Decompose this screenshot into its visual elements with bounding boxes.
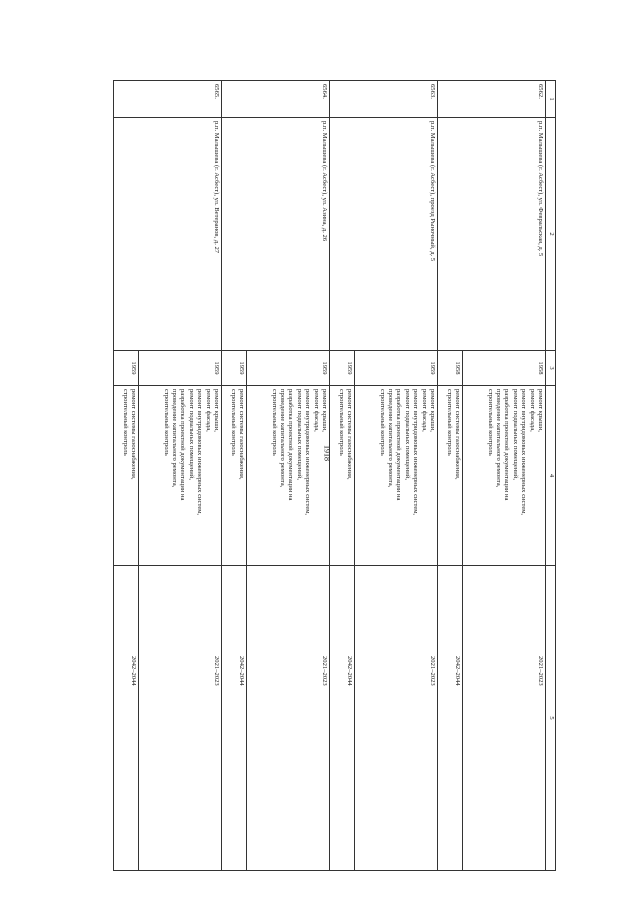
- entry-period: 2042–2044: [222, 566, 247, 871]
- work-item: ремонт подвальных помещений,: [187, 389, 195, 480]
- entry-works-list: [114, 386, 139, 566]
- entry-build-year: 1959: [139, 351, 222, 386]
- entry-build-year: 1959: [330, 351, 355, 386]
- work-item: строительный контроль: [486, 389, 494, 456]
- work-item: строительный контроль: [121, 389, 129, 456]
- work-item: строительный контроль: [337, 389, 345, 456]
- entry-period: 2021–2023: [247, 566, 330, 871]
- header-col-4: 4: [546, 386, 556, 566]
- entry-build-year: 1959: [247, 351, 330, 386]
- work-item: разработка проектной документации на: [503, 389, 511, 501]
- work-item: ремонт системы газоснабжения,: [454, 389, 461, 480]
- work-item: ремонт системы газоснабжения,: [130, 389, 137, 480]
- entry-number: 6564.: [222, 81, 330, 118]
- work-item: ремонт фасада,: [312, 389, 320, 432]
- header-col-3: 3: [546, 351, 556, 386]
- entry-period: 2021–2023: [463, 566, 546, 871]
- work-item: ремонт подвальных помещений,: [403, 389, 411, 480]
- work-item: ремонт крыши,: [213, 389, 220, 432]
- entry-address: р.п. Малышева (г. Асбест), ул. Ветеранов, д. 27: [114, 118, 222, 351]
- entry-works-list: [355, 386, 438, 566]
- work-item: ремонт крыши,: [429, 389, 436, 432]
- entry-address: р.п. Малышева (г. Асбест), ул. Азина, д. 26: [222, 118, 330, 351]
- table-row: [355, 81, 438, 871]
- repair-schedule-table: [113, 80, 556, 871]
- table-row: [247, 81, 330, 871]
- work-item: ремонт системы газоснабжения,: [238, 389, 245, 480]
- table-header-row: [546, 81, 556, 871]
- work-item: строительный контроль: [445, 389, 453, 456]
- entry-build-year: 1959: [222, 351, 247, 386]
- work-item: ремонт фасада,: [420, 389, 428, 432]
- table-row: [139, 81, 222, 871]
- entry-number: 6563.: [330, 81, 438, 118]
- table-body: [114, 81, 546, 871]
- entry-address: р.п. Малышева (г. Асбест), проезд Рыночный, д. 5: [330, 118, 438, 351]
- entry-period: 2042–2044: [114, 566, 139, 871]
- work-item: ремонт внутридомовых инженерных систем,: [304, 389, 312, 516]
- work-item: ремонт крыши,: [537, 389, 544, 432]
- header-col-2: 2: [546, 118, 556, 351]
- work-item: проведение капитального ремонта,: [494, 389, 502, 488]
- page-number: 1918: [322, 445, 332, 461]
- entry-period: 2042–2044: [330, 566, 355, 871]
- rotated-table-wrapper: [85, 80, 556, 845]
- work-item: разработка проектной документации на: [395, 389, 403, 501]
- work-item: разработка проектной документации на: [179, 389, 187, 501]
- work-item: строительный контроль: [378, 389, 386, 456]
- entry-works-list: [330, 386, 355, 566]
- entry-works-list: [463, 386, 546, 566]
- work-item: ремонт фасада,: [204, 389, 212, 432]
- work-item: ремонт внутридомовых инженерных систем,: [520, 389, 528, 516]
- work-item: ремонт внутридомовых инженерных систем,: [412, 389, 420, 516]
- work-item: ремонт фасада,: [528, 389, 536, 432]
- table-row: [463, 81, 546, 871]
- entry-works-list: [222, 386, 247, 566]
- work-item: проведение капитального ремонта,: [278, 389, 286, 488]
- entry-period: 2021–2023: [139, 566, 222, 871]
- header-col-1: 1: [546, 81, 556, 118]
- work-item: строительный контроль: [270, 389, 278, 456]
- work-item: проведение капитального ремонта,: [170, 389, 178, 488]
- entry-build-year: 1959: [355, 351, 438, 386]
- entry-number: 6562.: [438, 81, 546, 118]
- work-item: строительный контроль: [162, 389, 170, 456]
- work-item: ремонт подвальных помещений,: [295, 389, 303, 480]
- work-item: проведение капитального ремонта,: [386, 389, 394, 488]
- entry-period: 2042–2044: [438, 566, 463, 871]
- work-item: ремонт крыши,: [321, 389, 328, 432]
- work-item: ремонт внутридомовых инженерных систем,: [196, 389, 204, 516]
- work-item: ремонт системы газоснабжения,: [346, 389, 353, 480]
- work-item: ремонт подвальных помещений,: [511, 389, 519, 480]
- entry-works-list: [438, 386, 463, 566]
- entry-address: р.п. Малышева (г. Асбест), ул. Февральская, д. 5: [438, 118, 546, 351]
- entry-works-list: [139, 386, 222, 566]
- header-col-5: 5: [546, 566, 556, 871]
- entry-period: 2021–2023: [355, 566, 438, 871]
- entry-build-year: 1958: [438, 351, 463, 386]
- work-item: строительный контроль: [229, 389, 237, 456]
- entry-works-list: [247, 386, 330, 566]
- work-item: разработка проектной документации на: [287, 389, 295, 501]
- entry-build-year: 1959: [114, 351, 139, 386]
- entry-number: 6565.: [114, 81, 222, 118]
- entry-build-year: 1958: [463, 351, 546, 386]
